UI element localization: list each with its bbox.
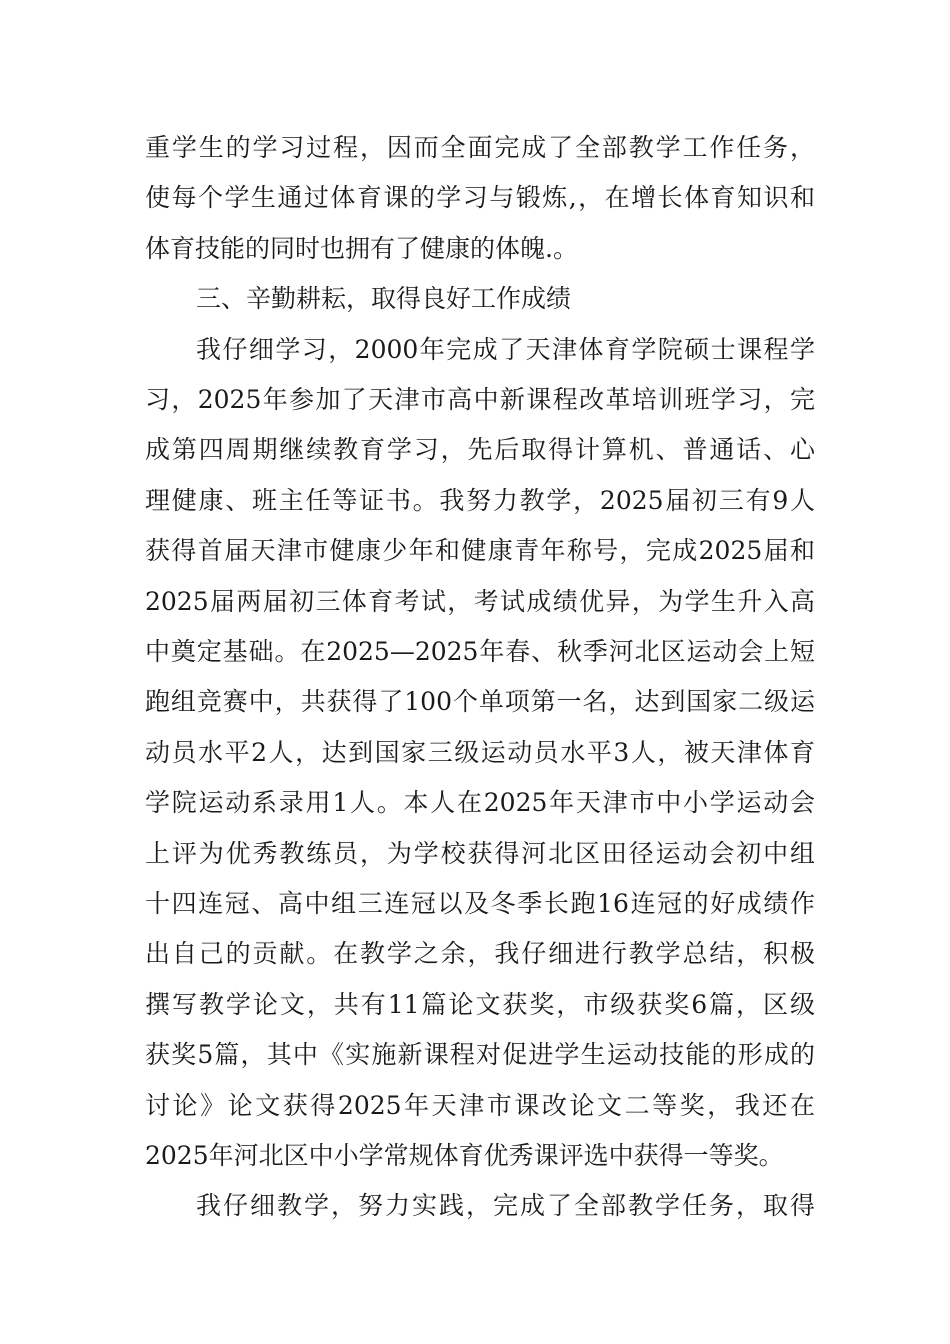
text-line: 获得首届天津市健康少年和健康青年称号，完成2025届和: [145, 536, 815, 565]
text-line: 重学生的学习过程，因而全面完成了全部教学工作任务，: [145, 133, 815, 162]
text-line: 上评为优秀教练员，为学校获得河北区田径运动会初中组: [145, 839, 815, 868]
text-line: 获奖5篇，其中《实施新课程对促进学生运动技能的形成的: [145, 1040, 815, 1069]
text-line: 学院运动系录用1人。本人在2025年天津市中小学运动会: [145, 788, 815, 817]
text-line: 理健康、班主任等证书。我努力教学，2025届初三有9人: [145, 486, 815, 515]
text-line: 习，2025年参加了天津市高中新课程改革培训班学习，完: [145, 385, 815, 414]
text-line: 跑组竞赛中，共获得了100个单项第一名，达到国家二级运: [145, 687, 815, 716]
text-line: 我仔细教学，努力实践，完成了全部教学任务，取得: [196, 1191, 815, 1220]
text-line: 2025年河北区中小学常规体育优秀课评选中获得一等奖。: [145, 1141, 784, 1170]
text-line: 使每个学生通过体育课的学习与锻炼,，在增长体育知识和: [145, 183, 815, 212]
text-line: 2025届两届初三体育考试，考试成绩优异，为学生升入高: [145, 587, 815, 616]
text-line: 撰写教学论文，共有11篇论文获奖，市级获奖6篇，区级: [145, 990, 815, 1019]
text-line: 我仔细学习，2000年完成了天津体育学院硕士课程学: [196, 335, 815, 364]
text-line: 讨论》论文获得2025年天津市课改论文二等奖，我还在: [145, 1091, 815, 1120]
section-heading: 三、辛勤耕耘，取得良好工作成绩: [196, 284, 572, 313]
text-line: 十四连冠、高中组三连冠以及冬季长跑16连冠的好成绩作: [145, 889, 815, 918]
text-line: 成第四周期继续教育学习，先后取得计算机、普通话、心: [145, 435, 815, 464]
text-line: 出自己的贡献。在教学之余，我仔细进行教学总结，积极: [145, 939, 815, 968]
text-line: 中奠定基础。在2025—2025年春、秋季河北区运动会上短: [145, 637, 815, 666]
text-line: 动员水平2人，达到国家三级运动员水平3人，被天津体育: [145, 738, 815, 767]
text-line: 体育技能的同时也拥有了健康的体魄.。: [145, 234, 578, 263]
